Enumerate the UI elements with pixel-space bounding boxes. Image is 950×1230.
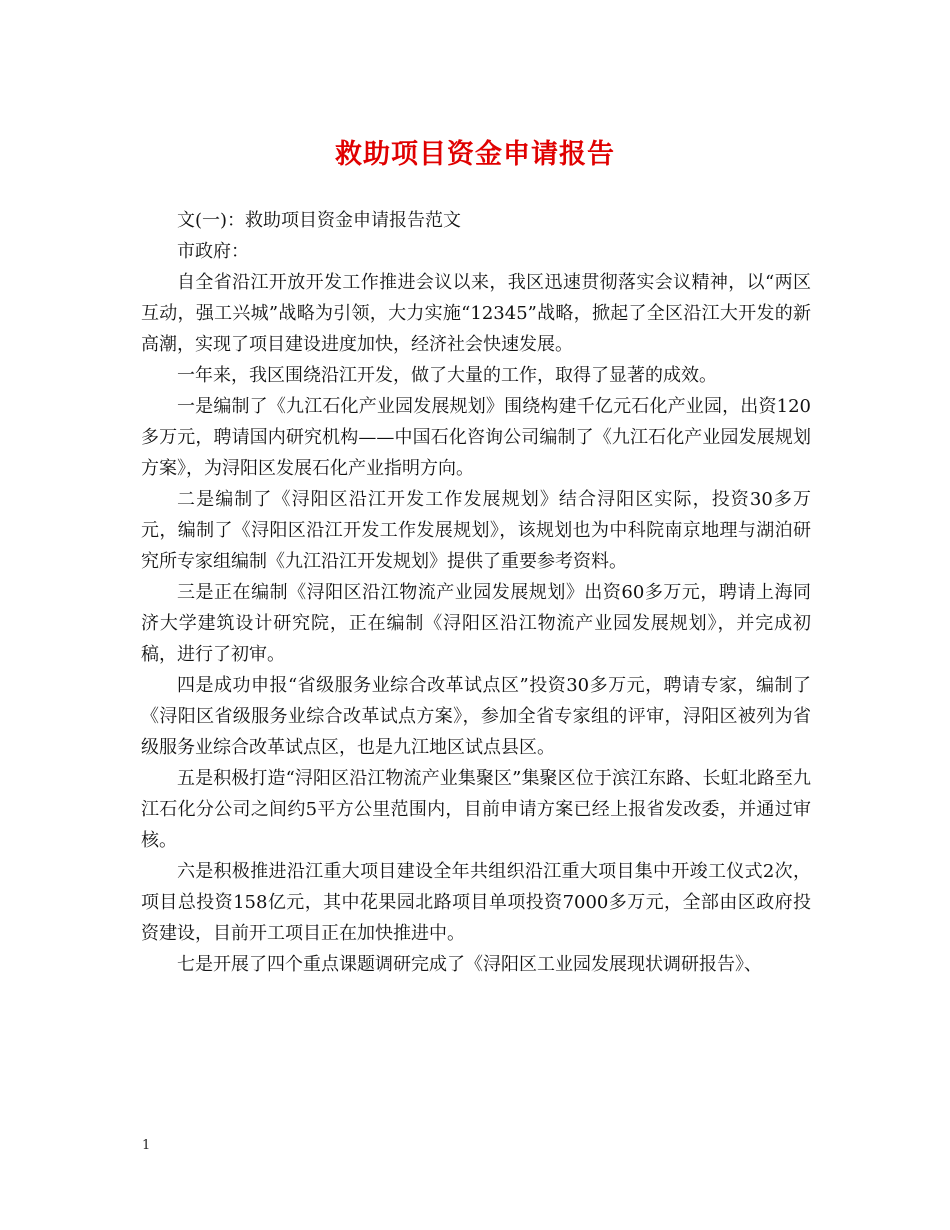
paragraph: 五是积极打造“浔阳区沿江物流产业集聚区”集聚区位于滨江东路、长虹北路至九江石化分公司之间约5平方公里范围内，目前申请方案已经上报省发改委，并通过审核。 [141, 768, 811, 851]
paragraph: 自全省沿江开放开发工作推进会议以来，我区迅速贯彻落实会议精神，以“两区互动，强工兴城”战略为引领，大力实施“12345”战略，掀起了全区沿江大开发的新高潮，实现了项目建设进度加快，经济社会快速发展。 [141, 272, 811, 355]
salutation: 市政府： [177, 241, 249, 262]
paragraph: 七是开展了四个重点课题调研完成了《浔阳区工业园发展现状调研报告》、 [177, 954, 762, 975]
paragraph: 四是成功申报“省级服务业综合改革试点区”投资30多万元，聘请专家，编制了《浔阳区省级服务业综合改革试点方案》，参加全省专家组的评审，浔阳区被列为省级服务业综合改革试点区，也是九江地区试点县区。 [141, 675, 811, 758]
paragraph: 二是编制了《浔阳区沿江开发工作发展规划》结合浔阳区实际，投资30多万元，编制了《浔阳区沿江开发工作发展规划》，该规划也为中科院南京地理与湖泊研究所专家组编制《九江沿江开发规划》提供了重要参考资料。 [141, 489, 811, 572]
paragraph: 六是积极推进沿江重大项目建设全年共组织沿江重大项目集中开竣工仪式2次，项目总投资158亿元，其中花果园北路项目单项投资7000多万元，全部由区政府投资建设，目前开工项目正在加快推进中。 [141, 861, 811, 944]
paragraph: 一是编制了《九江石化产业园发展规划》围绕构建千亿元石化产业园，出资120多万元，聘请国内研究机构——中国石化咨询公司编制了《九江石化产业园发展规划方案》，为浔阳区发展石化产业指明方向。 [141, 396, 811, 479]
document-body [141, 205, 811, 980]
paragraph: 三是正在编制《浔阳区沿江物流产业园发展规划》出资60多万元，聘请上海同济大学建筑设计研究院，正在编制《浔阳区沿江物流产业园发展规划》，并完成初稿，进行了初审。 [141, 582, 811, 665]
heading-line: 文(一)：救助项目资金申请报告范文 [177, 210, 462, 231]
paragraph: 一年来，我区围绕沿江开发，做了大量的工作，取得了显著的成效。 [177, 365, 717, 386]
document-title: 救助项目资金申请报告 [335, 139, 615, 170]
page-number: 1 [142, 1138, 151, 1153]
